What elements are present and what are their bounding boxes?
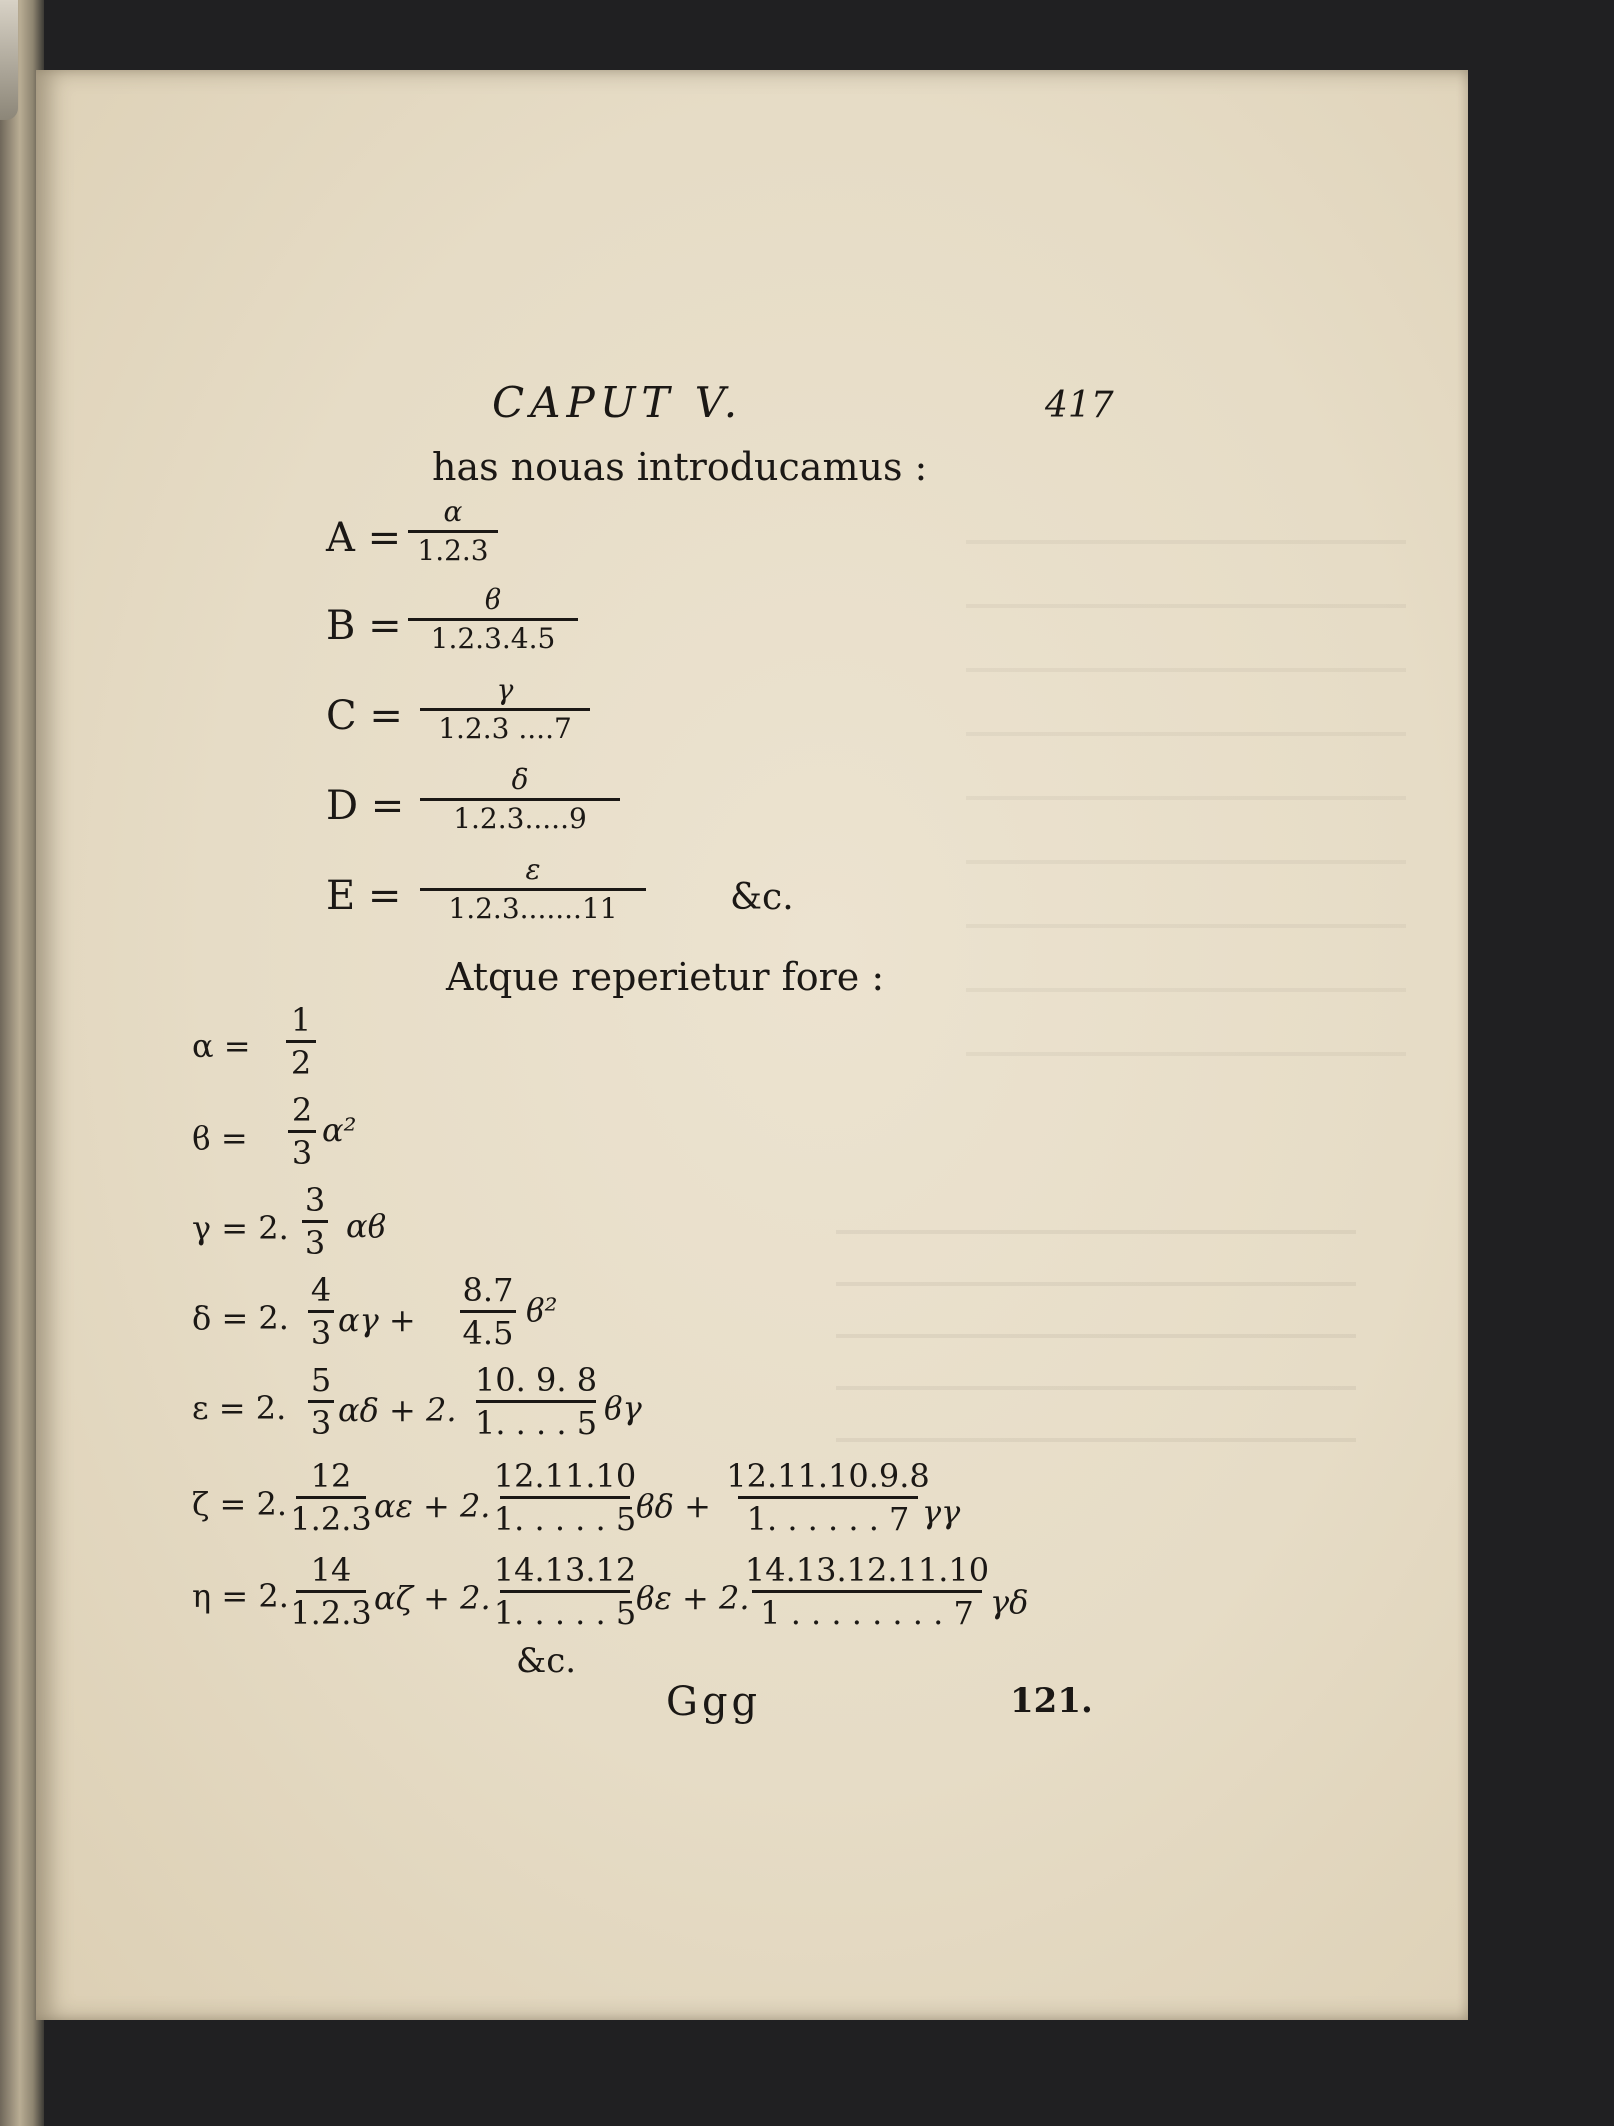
- result-middle: ϐε + 2.: [636, 1579, 750, 1617]
- book-page: [36, 70, 1468, 2020]
- fraction-numerator: 12: [310, 1457, 352, 1495]
- fraction-denominator: 3: [310, 1404, 332, 1442]
- fraction-denominator: 1.2.3: [290, 1594, 372, 1632]
- result-fraction: [474, 1361, 598, 1442]
- definition-fraction: [420, 673, 590, 745]
- result-lhs: ε = 2.: [192, 1389, 287, 1427]
- fraction-numerator: 12.11.10: [493, 1457, 637, 1495]
- result-middle: αδ + 2.: [338, 1391, 457, 1429]
- fraction-denominator: 1. . . . . . 7: [746, 1500, 910, 1538]
- result-lhs: γ = 2.: [192, 1209, 289, 1247]
- definition-numerator: ϐ: [484, 583, 502, 616]
- definition-denominator: 1.2.3.....9: [453, 802, 587, 835]
- result-tail: αϐ: [346, 1207, 387, 1245]
- result-middle: ϐδ +: [636, 1487, 711, 1525]
- fraction-numerator: 10. 9. 8: [474, 1361, 598, 1399]
- fraction-numerator: 1: [290, 1001, 312, 1039]
- fraction-numerator: 8.7: [462, 1271, 514, 1309]
- result-lhs: η = 2.: [192, 1577, 289, 1615]
- definition-denominator: 1.2.3.......11: [448, 892, 618, 925]
- result-fraction: [493, 1551, 637, 1632]
- fraction-numerator: 14.13.12: [493, 1551, 637, 1589]
- definition-denominator: 1.2.3 ....7: [438, 712, 572, 745]
- definition-lhs: C =: [326, 693, 403, 739]
- result-fraction: [290, 1551, 372, 1632]
- fraction-denominator: 1.2.3: [290, 1500, 372, 1538]
- definitions-etc: &c.: [730, 877, 794, 918]
- fraction-denominator: 1 . . . . . . . . 7: [760, 1594, 974, 1632]
- definition-fraction: [420, 853, 646, 925]
- result-fraction: [308, 1271, 334, 1352]
- result-tail: γδ: [990, 1583, 1029, 1621]
- result-lhs: ϐ =: [192, 1119, 248, 1157]
- result-tail: α²: [322, 1111, 357, 1149]
- fraction-numerator: 5: [310, 1361, 332, 1399]
- result-fraction: [302, 1181, 328, 1262]
- result-fraction: [288, 1091, 316, 1172]
- fraction-denominator: 1. . . . . 5: [493, 1500, 637, 1538]
- result-middle: αζ + 2.: [374, 1579, 491, 1617]
- result-fraction: [726, 1457, 930, 1538]
- fraction-numerator: 14: [310, 1551, 352, 1589]
- result-tail: γγ: [922, 1493, 961, 1531]
- result-middle: αε + 2.: [374, 1487, 491, 1525]
- intro-line: has nouas introducamus :: [432, 445, 928, 489]
- definition-numerator: γ: [496, 673, 514, 706]
- running-title: CAPUT V.: [492, 378, 744, 427]
- signature-mark: Ggg: [666, 1679, 762, 1725]
- result-fraction: [460, 1271, 516, 1352]
- result-middle: αγ +: [338, 1301, 416, 1339]
- fraction-denominator: 2: [290, 1044, 312, 1082]
- result-lhs: ζ = 2.: [192, 1485, 288, 1523]
- fraction-numerator: 14.13.12.11.10: [744, 1551, 990, 1589]
- fraction-numerator: 3: [304, 1181, 326, 1219]
- definition-lhs: A =: [326, 515, 402, 561]
- definition-lhs: D =: [326, 783, 405, 829]
- definition-denominator: 1.2.3: [417, 534, 489, 567]
- result-fraction: [744, 1551, 990, 1632]
- fraction-denominator: 4.5: [462, 1314, 514, 1352]
- definition-lhs: B =: [326, 603, 402, 649]
- definition-fraction: [408, 495, 498, 567]
- definition-numerator: δ: [511, 763, 529, 796]
- fraction-numerator: 12.11.10.9.8: [726, 1457, 930, 1495]
- page-number: 417: [1045, 385, 1114, 426]
- fraction-denominator: 3: [304, 1224, 326, 1262]
- fraction-denominator: 3: [291, 1134, 313, 1172]
- result-fraction: [286, 1001, 316, 1082]
- fraction-numerator: 2: [291, 1091, 313, 1129]
- definition-numerator: α: [443, 495, 463, 528]
- result-fraction: [493, 1457, 637, 1538]
- result-fraction: [308, 1361, 334, 1442]
- page-edge-shadow: [0, 0, 18, 120]
- result-tail: ϐγ: [604, 1389, 642, 1427]
- result-tail: ϐ²: [526, 1291, 558, 1329]
- definition-lhs: E =: [326, 873, 402, 919]
- definition-denominator: 1.2.3.4.5: [430, 622, 556, 655]
- catchword: 121.: [1010, 1681, 1093, 1721]
- results-etc: &c.: [516, 1641, 577, 1681]
- result-lhs: δ = 2.: [192, 1299, 289, 1337]
- result-lhs: α =: [192, 1027, 251, 1065]
- fraction-denominator: 1. . . . . 5: [493, 1594, 637, 1632]
- definition-fraction: [420, 763, 620, 835]
- definition-fraction: [408, 583, 578, 655]
- show-through-decoration: [836, 1230, 1356, 1470]
- show-through-decoration: [966, 540, 1406, 1100]
- transition-line: Atque reperietur fore :: [446, 955, 885, 999]
- fraction-denominator: 1. . . . 5: [474, 1404, 598, 1442]
- fraction-numerator: 4: [310, 1271, 332, 1309]
- fraction-denominator: 3: [310, 1314, 332, 1352]
- result-fraction: [290, 1457, 372, 1538]
- definition-numerator: ε: [525, 853, 541, 886]
